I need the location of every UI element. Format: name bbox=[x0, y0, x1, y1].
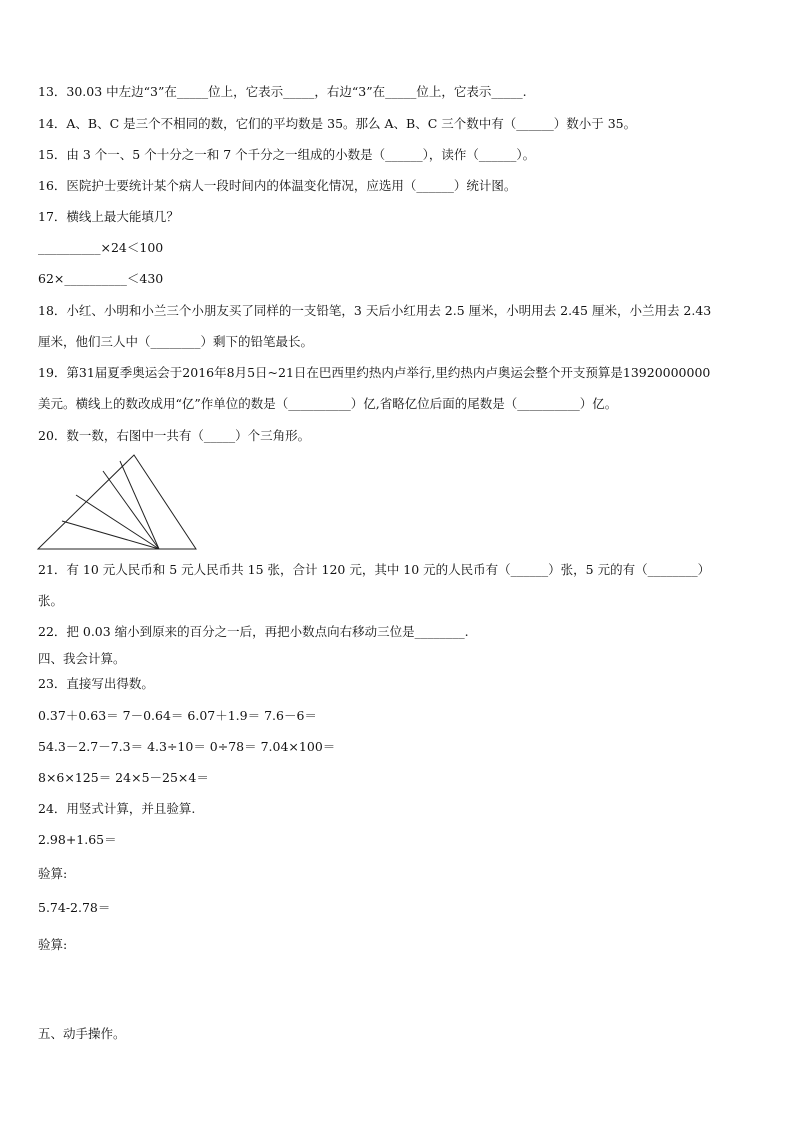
calc-row-2: 54.3－2.7－7.3＝ 4.3÷10＝ 0÷78＝ 7.04×100＝ bbox=[38, 739, 336, 754]
question-14: 14．A、B、C 是三个不相同的数，它们的平均数是 35。那么 A、B、C 三个数中有（______）数小于 35。 bbox=[38, 116, 637, 131]
question-21-line-1: 21．有 10 元人民币和 5 元人民币共 15 张，合计 120 元，其中 10 元的人民币有（______）张，5 元的有（________） bbox=[38, 562, 711, 577]
triangle-figure bbox=[36, 453, 198, 553]
question-19-line-2: 美元。横线上的数改成用“亿”作单位的数是（__________）亿,省略亿位后面的尾数是（__________）亿。 bbox=[38, 396, 618, 411]
question-23: 23．直接写出得数。 bbox=[38, 676, 154, 691]
question-17-line-b: 62×__________＜430 bbox=[38, 271, 164, 286]
question-17-line-a: __________×24＜100 bbox=[38, 240, 164, 255]
vertical-calc-2: 5.74-2.78＝ bbox=[38, 900, 111, 915]
question-18-line-2: 厘米，他们三人中（________）剩下的铅笔最长。 bbox=[38, 334, 314, 349]
section-4-title: 四、我会计算。 bbox=[38, 651, 126, 666]
check-label-2: 验算: bbox=[38, 937, 68, 952]
question-21-line-2: 张。 bbox=[38, 593, 64, 608]
vertical-calc-1: 2.98+1.65＝ bbox=[38, 832, 117, 847]
question-15: 15．由 3 个一、5 个十分之一和 7 个千分之一组成的小数是（______），读作（______）。 bbox=[38, 147, 536, 162]
question-16: 16．医院护士要统计某个病人一段时间内的体温变化情况，应选用（______）统计图。 bbox=[38, 178, 517, 193]
question-17: 17．横线上最大能填几？ bbox=[38, 209, 179, 224]
question-24: 24．用竖式计算，并且验算. bbox=[38, 801, 196, 816]
question-13: 13．30.03 中左边“3”在_____位上，它表示_____，右边“3”在_____位上，它表示_____. bbox=[38, 84, 527, 99]
check-label-1: 验算: bbox=[38, 866, 68, 881]
calc-row-3: 8×6×125＝ 24×5－25×4＝ bbox=[38, 770, 209, 785]
calc-row-1: 0.37＋0.63＝ 7－0.64＝ 6.07＋1.9＝ 7.6－6＝ bbox=[38, 708, 317, 723]
question-22: 22．把 0.03 缩小到原来的百分之一后，再把小数点向右移动三位是________. bbox=[38, 624, 469, 639]
question-20: 20．数一数，右图中一共有（_____）个三角形。 bbox=[38, 428, 311, 443]
question-19-line-1: 19．第31届夏季奥运会于2016年8月5日~21日在巴西里约热内卢举行,里约热内卢奥运会整个开支预算是13920000000 bbox=[38, 365, 711, 380]
question-18-line-1: 18．小红、小明和小兰三个小朋友买了同样的一支铅笔，3 天后小红用去 2.5 厘米，小明用去 2.45 厘米，小兰用去 2.43 bbox=[38, 303, 712, 318]
section-5-title: 五、动手操作。 bbox=[38, 1026, 126, 1041]
